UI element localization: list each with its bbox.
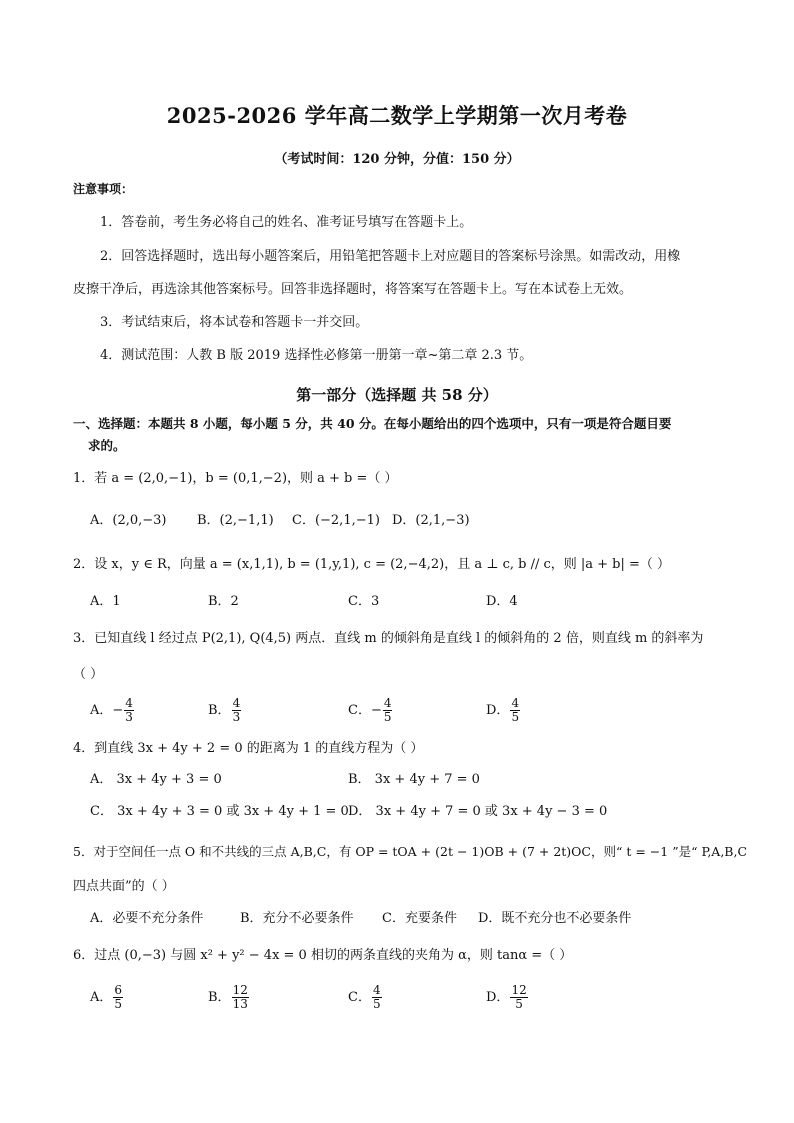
denominator: 5 (511, 710, 520, 724)
fraction (232, 984, 249, 1011)
denominator: 5 (114, 997, 123, 1011)
note-4: 4．测试范围：人教 B 版 2019 选择性必修第一册第一章~第二章 2.3 节。 (100, 348, 533, 363)
question-5-option-c: C．充要条件 (382, 911, 457, 926)
question-3-option-a (90, 697, 135, 724)
note-2-line-2: 皮擦干净后，再选涂其他答案标号。回答非选择题时，将答案写在答题卡上。写在本试卷上无效。 (73, 282, 633, 297)
option-a-label: A．− (90, 703, 124, 718)
fraction (383, 697, 393, 724)
question-5-stem-line-1: 5．对于空间任一点 O 和不共线的三点 A,B,C，有 OP = tOA + (2t − 1)OB + (7 + 2t)OC，则“ t = −1 ”是“ P,A,B,C (73, 844, 748, 859)
denominator: 3 (232, 710, 241, 724)
numerator: 6 (114, 983, 123, 997)
option-b-label: B． (208, 990, 231, 1005)
fraction (113, 984, 123, 1011)
question-3-option-d (486, 697, 521, 724)
numerator: 4 (383, 696, 392, 710)
question-2-option-a: A．1 (90, 594, 121, 609)
question-4-option-b: B． 3x + 4y + 7 = 0 (348, 772, 480, 787)
question-5-option-b: B．充分不必要条件 (240, 911, 354, 926)
fraction (510, 984, 527, 1011)
fraction (232, 697, 242, 724)
question-2-option-d: D．4 (486, 594, 518, 609)
question-6-option-d (486, 984, 529, 1011)
question-3-option-b (208, 697, 242, 724)
section-title: 第一部分（选择题 共 58 分） (296, 386, 498, 404)
denominator: 5 (372, 997, 381, 1011)
notes-heading: 注意事项： (73, 182, 134, 196)
numerator: 12 (511, 983, 527, 997)
note-3: 3．考试结束后，将本试卷和答题卡一并交回。 (100, 315, 369, 330)
numerator: 4 (125, 696, 133, 710)
numerator: 12 (232, 983, 248, 997)
exam-subtitle: （考试时间：120 分钟，分值：150 分） (274, 152, 520, 167)
question-3-stem-line-1: 3．已知直线 l 经过点 P(2,1), Q(4,5) 两点．直线 m 的倾斜角是直线 l 的倾斜角的 2 倍，则直线 m 的斜率为 (73, 631, 704, 646)
question-1-stem: 1．若 a = (2,0,−1)，b = (0,1,−2)，则 a + b =（ ） (73, 471, 398, 486)
question-2-option-b: B．2 (208, 594, 239, 609)
exam-title: 2025-2026 学年高二数学上学期第一次月考卷 (166, 103, 628, 128)
note-2-line-1: 2．回答选择题时，选出每小题答案后，用铅笔把答题卡上对应题目的答案标号涂黑。如需改动，用橡 (100, 249, 681, 264)
question-2-option-c: C．3 (348, 594, 380, 609)
question-4-option-c: C． 3x + 4y + 3 = 0 或 3x + 4y + 1 = 0 (90, 804, 349, 819)
question-1-option-d: D．(2,1,−3) (392, 513, 470, 528)
fraction (124, 697, 134, 724)
option-a-label: A． (90, 990, 113, 1005)
question-4-stem: 4．到直线 3x + 4y + 2 = 0 的距离为 1 的直线方程为（ ） (73, 741, 424, 756)
question-5-stem-line-2: 四点共面”的（ ） (73, 879, 175, 894)
section-instruction-line-2: 求的。 (88, 438, 126, 453)
question-1-option-a: A．(2,0,−3) (90, 513, 167, 528)
question-1-option-b: B．(2,−1,1) (197, 513, 274, 528)
denominator: 3 (125, 710, 133, 724)
fraction (510, 697, 520, 724)
fraction (372, 984, 382, 1011)
option-b-label: B． (208, 703, 231, 718)
question-6-option-c (348, 984, 383, 1011)
denominator: 5 (515, 997, 523, 1011)
denominator: 13 (232, 997, 248, 1011)
denominator: 5 (383, 710, 392, 724)
numerator: 4 (511, 696, 520, 710)
numerator: 4 (232, 696, 241, 710)
option-c-label: C． (348, 990, 371, 1005)
option-c-label: C．− (348, 703, 382, 718)
question-4-option-a: A． 3x + 4y + 3 = 0 (90, 772, 222, 787)
section-instruction-line-1: 一、选择题：本题共 8 小题，每小题 5 分，共 40 分。在每小题给出的四个选项中，只有一项是符合题目要 (73, 416, 672, 431)
question-6-option-b (208, 984, 250, 1011)
question-6-stem: 6．过点 (0,−3) 与圆 x² + y² − 4x = 0 相切的两条直线的夹角为 α，则 tanα =（ ） (73, 948, 573, 963)
question-3-stem-line-2: （ ） (73, 667, 104, 682)
numerator: 4 (372, 983, 381, 997)
question-4-option-d: D． 3x + 4y + 7 = 0 或 3x + 4y − 3 = 0 (348, 804, 608, 819)
question-1-option-c: C．(−2,1,−1) (292, 513, 380, 528)
option-d-label: D． (486, 990, 510, 1005)
question-5-option-a: A．必要不充分条件 (90, 911, 204, 926)
question-5-option-d: D．既不充分也不必要条件 (478, 911, 632, 926)
option-d-label: D． (486, 703, 510, 718)
question-3-option-c (348, 697, 393, 724)
question-6-option-a (90, 984, 124, 1011)
question-2-stem: 2．设 x，y ∈ R，向量 a = (x,1,1), b = (1,y,1), c = (2,−4,2)，且 a ⊥ c, b // c，则 |a + b| =（ ） (73, 557, 671, 572)
note-1: 1．答卷前，考生务必将自己的姓名、准考证号填写在答题卡上。 (100, 215, 473, 230)
